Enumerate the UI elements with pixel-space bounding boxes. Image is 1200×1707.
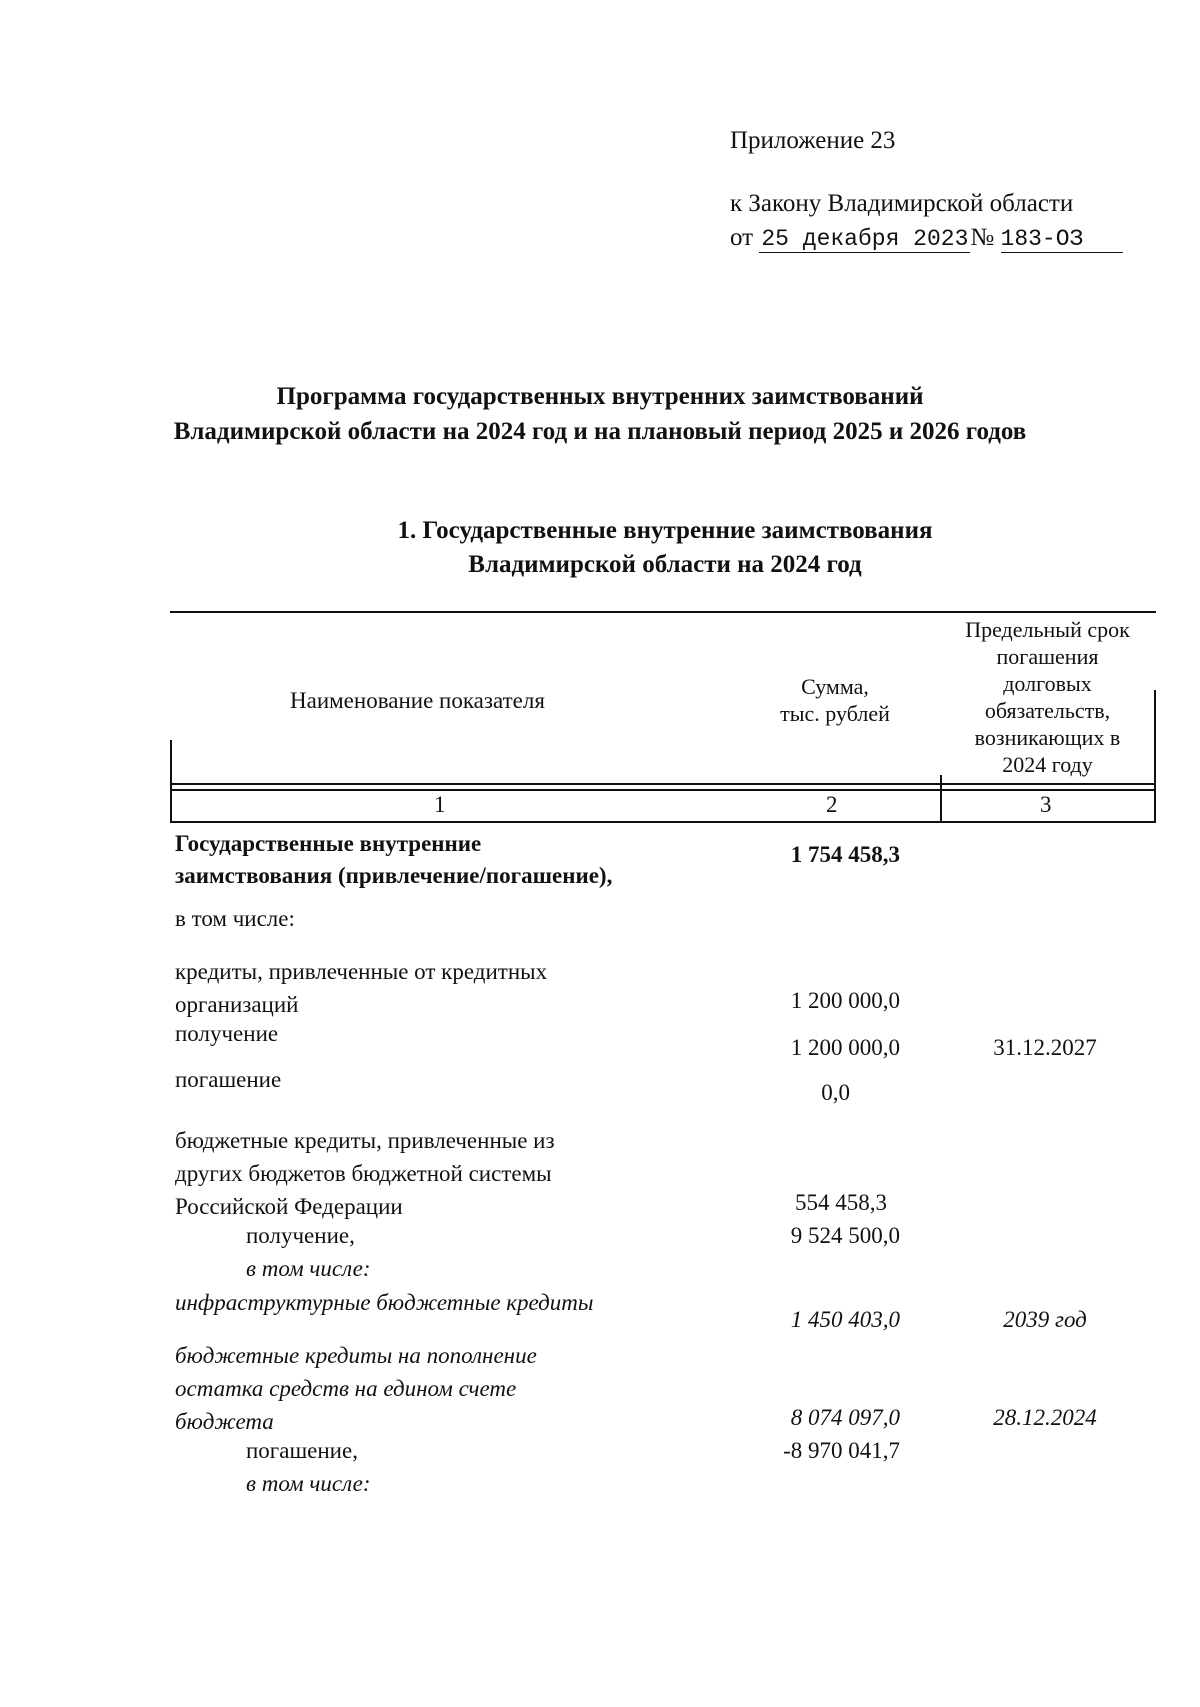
credit-org-line1: кредиты, привлеченные от кредитных: [175, 959, 548, 984]
table-right-border: [1154, 690, 1156, 822]
budget-credit-label: [175, 1124, 555, 1223]
receipt-date: 31.12.2027: [993, 1035, 1097, 1060]
deadline-header-line2: погашения: [996, 644, 1099, 669]
infra-value: 1 450 403,0: [790, 1307, 900, 1332]
including-label: в том числе:: [175, 906, 295, 931]
total-label: [175, 828, 612, 892]
total-label-line2: заимствования (привлечение/погашение),: [175, 863, 613, 888]
budget-repayment-value: -8 970 041,7: [783, 1438, 900, 1463]
deadline-header-line6: 2024 году: [1002, 752, 1093, 777]
column-number-1: 1: [434, 792, 446, 817]
budget-repayment-including: в том числе:: [246, 1471, 371, 1496]
date-prefix: от: [730, 224, 754, 251]
replenish-line1: бюджетные кредиты на пополнение: [175, 1343, 537, 1368]
repayment-label: погашение: [175, 1067, 282, 1092]
budget-credit-line1: бюджетные кредиты, привлеченные из: [175, 1128, 555, 1153]
numbers-bottom-rule: [170, 821, 1156, 823]
credit-org-label: [175, 955, 547, 1021]
receipt-value: 1 200 000,0: [790, 1035, 900, 1060]
column-header-deadline: [945, 616, 1150, 778]
total-value: 1 754 458,3: [790, 842, 900, 867]
deadline-header-line3: долговых: [1003, 671, 1092, 696]
table-top-rule: [170, 611, 1156, 613]
deadline-header-line5: возникающих в: [974, 725, 1121, 750]
budget-repayment-label: погашение,: [246, 1438, 358, 1463]
receipt-label: получение: [175, 1021, 279, 1046]
budget-credit-line2: других бюджетов бюджетной системы: [175, 1161, 552, 1186]
replenish-value: 8 074 097,0: [790, 1405, 900, 1430]
program-title-line2: Владимирской области на 2024 год и на плановый период 2025 и 2026 годов: [173, 418, 1027, 445]
number-value: 183-ОЗ: [1001, 226, 1123, 253]
table-left-border: [170, 740, 172, 822]
deadline-header-line1: Предельный срок: [965, 617, 1130, 642]
budget-credit-line3: Российской Федерации: [175, 1194, 403, 1219]
column-divider-2-3: [940, 775, 942, 822]
sum-header-line1: Сумма,: [801, 674, 869, 699]
law-reference: к Закону Владимирской области: [730, 190, 1074, 217]
numbers-top-rule: [170, 789, 1156, 791]
column-header-name: Наименование показателя: [290, 688, 545, 713]
deadline-header-line4: обязательств,: [984, 698, 1111, 723]
appendix-label: Приложение 23: [730, 127, 896, 154]
header-bottom-rule: [170, 783, 1156, 785]
budget-credit-value: 554 458,3: [795, 1190, 887, 1215]
column-header-sum: [740, 673, 930, 727]
credit-org-value: 1 200 000,0: [790, 988, 900, 1013]
sum-header-line2: тыс. рублей: [780, 701, 890, 726]
replenish-line2: остатка средств на едином счете: [175, 1376, 517, 1401]
law-date-line: [730, 224, 1123, 253]
section-title: 1. Государственные внутренние заимствования: [397, 517, 933, 544]
program-title: Программа государственных внутренних заимствований: [276, 383, 924, 410]
date-value: 25 декабря 2023: [761, 226, 969, 252]
section-title-line2: Владимирской области на 2024 год: [468, 551, 862, 578]
credit-org-line2: организаций: [175, 992, 299, 1017]
replenish-date: 28.12.2024: [993, 1405, 1097, 1430]
infra-date: 2039 год: [1003, 1307, 1087, 1332]
budget-including-label: в том числе:: [246, 1256, 371, 1281]
budget-receipt-value: 9 524 500,0: [790, 1223, 900, 1248]
column-number-3: 3: [1040, 792, 1052, 817]
column-number-2: 2: [826, 792, 838, 817]
number-prefix: №: [970, 224, 995, 251]
total-label-line1: Государственные внутренние: [175, 831, 482, 856]
replenish-label: [175, 1339, 537, 1438]
budget-receipt-label: получение,: [246, 1223, 355, 1248]
repayment-value: 0,0: [821, 1080, 850, 1105]
infra-label: инфраструктурные бюджетные кредиты: [175, 1290, 594, 1315]
replenish-line3: бюджета: [175, 1409, 274, 1434]
